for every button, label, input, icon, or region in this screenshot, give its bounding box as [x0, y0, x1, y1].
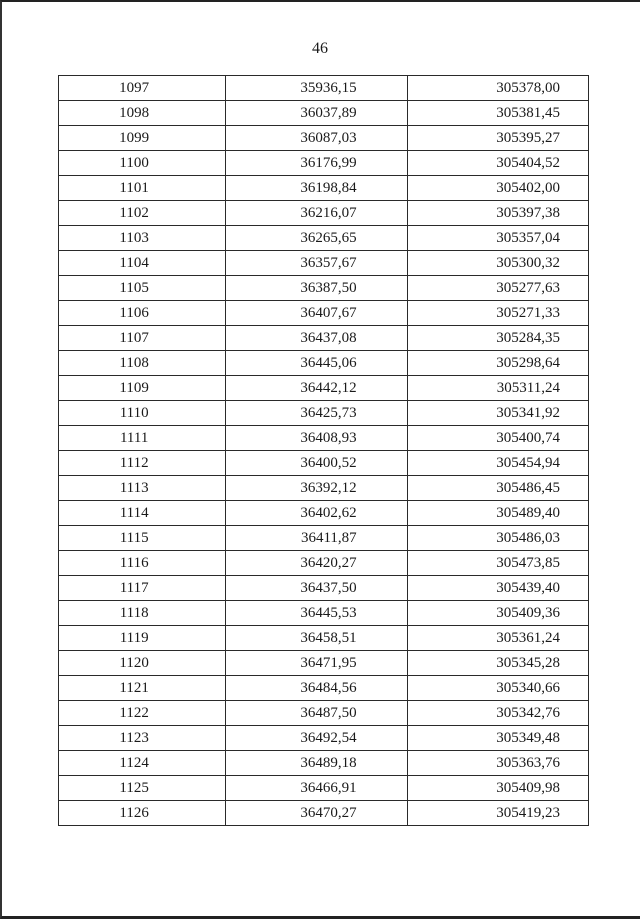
- point-number-cell: 1107: [59, 326, 226, 351]
- y-coordinate-cell: 305363,76: [407, 751, 588, 776]
- point-number-cell: 1110: [59, 401, 226, 426]
- table-row: [59, 776, 589, 801]
- x-coordinate-cell: 36487,50: [226, 701, 407, 726]
- y-coordinate-cell: 305277,63: [407, 276, 588, 301]
- y-coordinate-cell: 305395,27: [407, 126, 588, 151]
- point-number-cell: 1116: [59, 551, 226, 576]
- table-row: [59, 376, 589, 401]
- table-row: [59, 676, 589, 701]
- x-coordinate-cell: 36411,87: [226, 526, 407, 551]
- point-number-cell: 1103: [59, 226, 226, 251]
- point-number-cell: 1124: [59, 751, 226, 776]
- point-number-cell: 1108: [59, 351, 226, 376]
- x-coordinate-cell: 36037,89: [226, 101, 407, 126]
- point-number-cell: 1118: [59, 601, 226, 626]
- y-coordinate-cell: 305381,45: [407, 101, 588, 126]
- coordinates-table-body: [59, 76, 589, 826]
- point-number-cell: 1099: [59, 126, 226, 151]
- point-number-cell: 1117: [59, 576, 226, 601]
- point-number-cell: 1121: [59, 676, 226, 701]
- y-coordinate-cell: 305284,35: [407, 326, 588, 351]
- point-number-cell: 1126: [59, 801, 226, 826]
- y-coordinate-cell: 305409,36: [407, 601, 588, 626]
- table-row: [59, 276, 589, 301]
- y-coordinate-cell: 305486,45: [407, 476, 588, 501]
- x-coordinate-cell: 36484,56: [226, 676, 407, 701]
- table-row: [59, 801, 589, 826]
- table-row: [59, 726, 589, 751]
- table-row: [59, 601, 589, 626]
- y-coordinate-cell: 305404,52: [407, 151, 588, 176]
- x-coordinate-cell: 36198,84: [226, 176, 407, 201]
- y-coordinate-cell: 305486,03: [407, 526, 588, 551]
- point-number-cell: 1098: [59, 101, 226, 126]
- y-coordinate-cell: 305340,66: [407, 676, 588, 701]
- x-coordinate-cell: 36392,12: [226, 476, 407, 501]
- y-coordinate-cell: 305409,98: [407, 776, 588, 801]
- x-coordinate-cell: 36425,73: [226, 401, 407, 426]
- table-row: [59, 651, 589, 676]
- point-number-cell: 1115: [59, 526, 226, 551]
- table-row: [59, 626, 589, 651]
- point-number-cell: 1105: [59, 276, 226, 301]
- x-coordinate-cell: 36087,03: [226, 126, 407, 151]
- point-number-cell: 1104: [59, 251, 226, 276]
- point-number-cell: 1101: [59, 176, 226, 201]
- y-coordinate-cell: 305342,76: [407, 701, 588, 726]
- x-coordinate-cell: 35936,15: [226, 76, 407, 101]
- y-coordinate-cell: 305341,92: [407, 401, 588, 426]
- x-coordinate-cell: 36387,50: [226, 276, 407, 301]
- y-coordinate-cell: 305378,00: [407, 76, 588, 101]
- point-number-cell: 1106: [59, 301, 226, 326]
- x-coordinate-cell: 36492,54: [226, 726, 407, 751]
- x-coordinate-cell: 36445,06: [226, 351, 407, 376]
- y-coordinate-cell: 305311,24: [407, 376, 588, 401]
- y-coordinate-cell: 305454,94: [407, 451, 588, 476]
- table-row: [59, 551, 589, 576]
- x-coordinate-cell: 36408,93: [226, 426, 407, 451]
- point-number-cell: 1111: [59, 426, 226, 451]
- table-row: [59, 301, 589, 326]
- table-row: [59, 401, 589, 426]
- table-row: [59, 126, 589, 151]
- y-coordinate-cell: 305300,32: [407, 251, 588, 276]
- table-row: [59, 526, 589, 551]
- table-row: [59, 576, 589, 601]
- table-row: [59, 426, 589, 451]
- y-coordinate-cell: 305357,04: [407, 226, 588, 251]
- point-number-cell: 1109: [59, 376, 226, 401]
- x-coordinate-cell: 36176,99: [226, 151, 407, 176]
- x-coordinate-cell: 36458,51: [226, 626, 407, 651]
- y-coordinate-cell: 305419,23: [407, 801, 588, 826]
- point-number-cell: 1102: [59, 201, 226, 226]
- x-coordinate-cell: 36402,62: [226, 501, 407, 526]
- x-coordinate-cell: 36420,27: [226, 551, 407, 576]
- table-row: [59, 226, 589, 251]
- table-row: [59, 351, 589, 376]
- x-coordinate-cell: 36489,18: [226, 751, 407, 776]
- x-coordinate-cell: 36400,52: [226, 451, 407, 476]
- x-coordinate-cell: 36470,27: [226, 801, 407, 826]
- point-number-cell: 1113: [59, 476, 226, 501]
- x-coordinate-cell: 36437,50: [226, 576, 407, 601]
- table-row: [59, 101, 589, 126]
- point-number-cell: 1122: [59, 701, 226, 726]
- coordinates-table: [58, 75, 589, 826]
- y-coordinate-cell: 305271,33: [407, 301, 588, 326]
- x-coordinate-cell: 36216,07: [226, 201, 407, 226]
- x-coordinate-cell: 36265,65: [226, 226, 407, 251]
- point-number-cell: 1125: [59, 776, 226, 801]
- x-coordinate-cell: 36466,91: [226, 776, 407, 801]
- table-row: [59, 151, 589, 176]
- x-coordinate-cell: 36437,08: [226, 326, 407, 351]
- y-coordinate-cell: 305298,64: [407, 351, 588, 376]
- point-number-cell: 1123: [59, 726, 226, 751]
- x-coordinate-cell: 36407,67: [226, 301, 407, 326]
- x-coordinate-cell: 36471,95: [226, 651, 407, 676]
- point-number-cell: 1100: [59, 151, 226, 176]
- page-number: 46: [312, 40, 328, 57]
- table-row: [59, 201, 589, 226]
- x-coordinate-cell: 36442,12: [226, 376, 407, 401]
- point-number-cell: 1119: [59, 626, 226, 651]
- table-row: [59, 326, 589, 351]
- point-number-cell: 1097: [59, 76, 226, 101]
- x-coordinate-cell: 36445,53: [226, 601, 407, 626]
- table-row: [59, 701, 589, 726]
- y-coordinate-cell: 305439,40: [407, 576, 588, 601]
- point-number-cell: 1114: [59, 501, 226, 526]
- table-row: [59, 476, 589, 501]
- y-coordinate-cell: 305349,48: [407, 726, 588, 751]
- point-number-cell: 1120: [59, 651, 226, 676]
- y-coordinate-cell: 305400,74: [407, 426, 588, 451]
- table-row: [59, 176, 589, 201]
- y-coordinate-cell: 305402,00: [407, 176, 588, 201]
- table-row: [59, 251, 589, 276]
- y-coordinate-cell: 305397,38: [407, 201, 588, 226]
- y-coordinate-cell: 305489,40: [407, 501, 588, 526]
- y-coordinate-cell: 305345,28: [407, 651, 588, 676]
- table-row: [59, 751, 589, 776]
- table-row: [59, 76, 589, 101]
- y-coordinate-cell: 305473,85: [407, 551, 588, 576]
- table-row: [59, 501, 589, 526]
- x-coordinate-cell: 36357,67: [226, 251, 407, 276]
- table-row: [59, 451, 589, 476]
- point-number-cell: 1112: [59, 451, 226, 476]
- y-coordinate-cell: 305361,24: [407, 626, 588, 651]
